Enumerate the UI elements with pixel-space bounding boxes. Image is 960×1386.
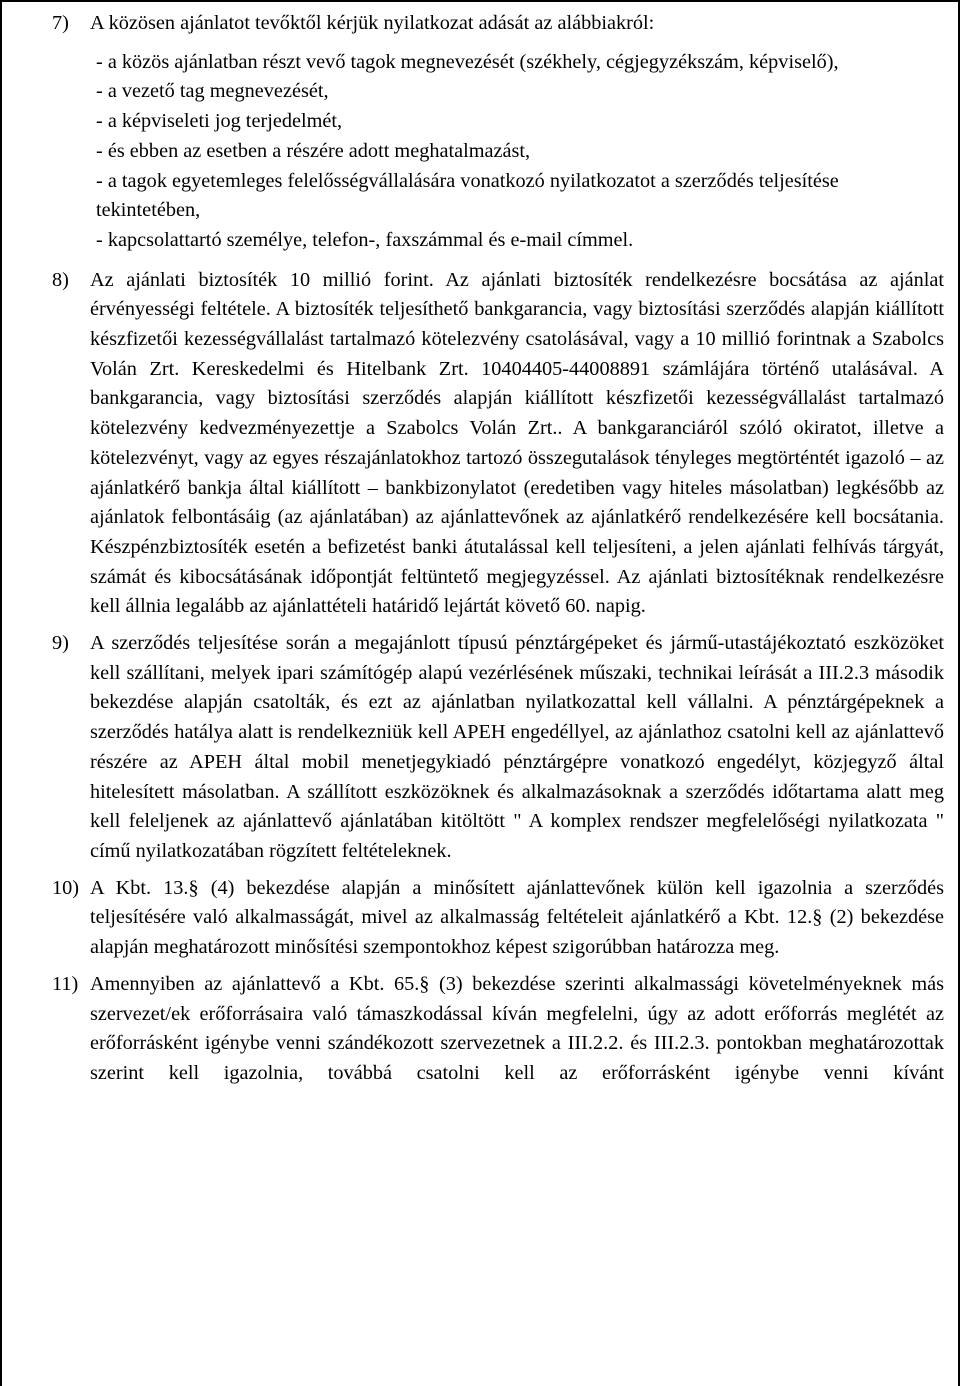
list-item: - kapcsolattartó személye, telefon-, faxszámmal és e-mail címmel. bbox=[96, 228, 634, 251]
section-number: 10) bbox=[52, 876, 80, 899]
list-item: - és ebben az esetben a részére adott meghatalmazást, bbox=[96, 139, 531, 162]
section-8 bbox=[52, 266, 944, 622]
list-item: - a tagok egyetemleges felelősségvállalására vonatkozó nyilatkozatot a szerződés teljesítése tekintetében, bbox=[96, 169, 839, 222]
list-item: - a képviseleti jog terjedelmét, bbox=[96, 110, 343, 133]
section-number: 11) bbox=[52, 972, 79, 995]
section-number: 8) bbox=[52, 268, 69, 291]
section-text: A Kbt. 13.§ (4) bekezdése alapján a minősített ajánlattevőnek külön kell igazolnia a szerződés teljesítésére való alkalmasságát, mivel az alkalmasság feltételeit ajánlatkérő a Kbt. 12.§ (2) bekezdése alapján meghatározott minősítési szempontokhoz képest szigorúbban határozza meg. bbox=[90, 876, 944, 959]
requirement-list bbox=[96, 48, 944, 256]
section-text: A szerződés teljesítése során a megajánlott típusú pénztárgépeket és jármű-utastájékoztató eszközöket kell szállítani, melyek ipari számítógép alapú vezérlésének műszaki, technikai leírását a III.2.3 második bekezdése alapján csatolták, és ezt az ajánlatban nyilatkozattal kell vállalni. A pénztárgépeknek a szerződés hatálya alatt is rendelkezniük kell APEH engedéllyel, az ajánlathoz csatolni kell az ajánlattevő részére az APEH által mobil menetjegykiadó pénztárgépre vonatkozó engedélyt, közjegyző által hitelesített másolatban. A szállított eszközöknek és alkalmazásoknak a szerződés időtartama alatt meg kell feleljenek az ajánlattevő ajánlatában kitöltött " A komplex rendszer megfelelőségi nyilatkozata " című nyilatkozatában rögzített feltételeknek. bbox=[90, 632, 944, 862]
section-intro: A közösen ajánlatot tevőktől kérjük nyilatkozat adását az alábbiakról: bbox=[90, 12, 655, 34]
list-item: - a közös ajánlatban részt vevő tagok megnevezését (székhely, cégjegyzékszám, képviselő), bbox=[96, 50, 839, 73]
section-text: Az ajánlati biztosíték 10 millió forint. Az ajánlati biztosíték rendelkezésre bocsátása az ajánlat érvényességi feltétele. A biztosíték teljesíthető bankgarancia, vagy biztosítási szerződés alapján kiállított készfizetői kezességvállalást tartalmazó kötelezvény csatolásával, vagy a 10 millió forintnak a Szabolcs Volán Zrt. Kereskedelmi és Hitelbank Zrt. 10404405-44008891 számlájára történő utalásával. A bankgarancia, vagy biztosítási szerződés alapján kiállított készfizetői kezességvállalást tartalmazó kötelezvény kedvezményezettje a Szabolcs Volán Zrt.. A bankgaranciáról szóló okiratot, illetve a kötelezvényt, vagy az egyes részajánlatokhoz tartozó összegutalások tényleges megtörténtét igazoló – az ajánlatkérő bankja által kiállított – bankbizonylatot (eredetiben vagy hiteles másolatban) legkésőbb az ajánlatok felbontásáig (az ajánlatában) az ajánlattevőnek az ajánlatkérő rendelkezésére kell bocsátania. Készpénzbiztosíték esetén a befizetést banki átutalással kell teljesíteni, a jelen ajánlati felhívás tárgyát, számát és kibocsátásának időpontját feltüntető megjegyzéssel. Az ajánlati biztosítéknak rendelkezésre kell állnia legalább az ajánlattételi határidő lejártát követő 60. napig. bbox=[90, 268, 944, 618]
section-10 bbox=[52, 874, 944, 963]
section-7 bbox=[52, 9, 944, 256]
section-number: 7) bbox=[52, 12, 69, 34]
list-item: - a vezető tag megnevezését, bbox=[96, 80, 329, 103]
section-9 bbox=[52, 629, 944, 867]
section-11 bbox=[52, 970, 944, 1089]
section-number: 9) bbox=[52, 632, 69, 655]
section-text: Amennyiben az ajánlattevő a Kbt. 65.§ (3) bekezdése szerinti alkalmassági követelményeknek más szervezet/ek erőforrásaira való támaszkodással kíván megfelelni, úgy az adott erőforrás meglétét az erőforrásként igénybe venni szándékozott szervezetnek a III.2.2. és III.2.3. pontokban meghatározottak szerint kell igazolnia, továbbá csatolni kell az erőforrásként igénybe venni kívánt bbox=[90, 972, 944, 1084]
